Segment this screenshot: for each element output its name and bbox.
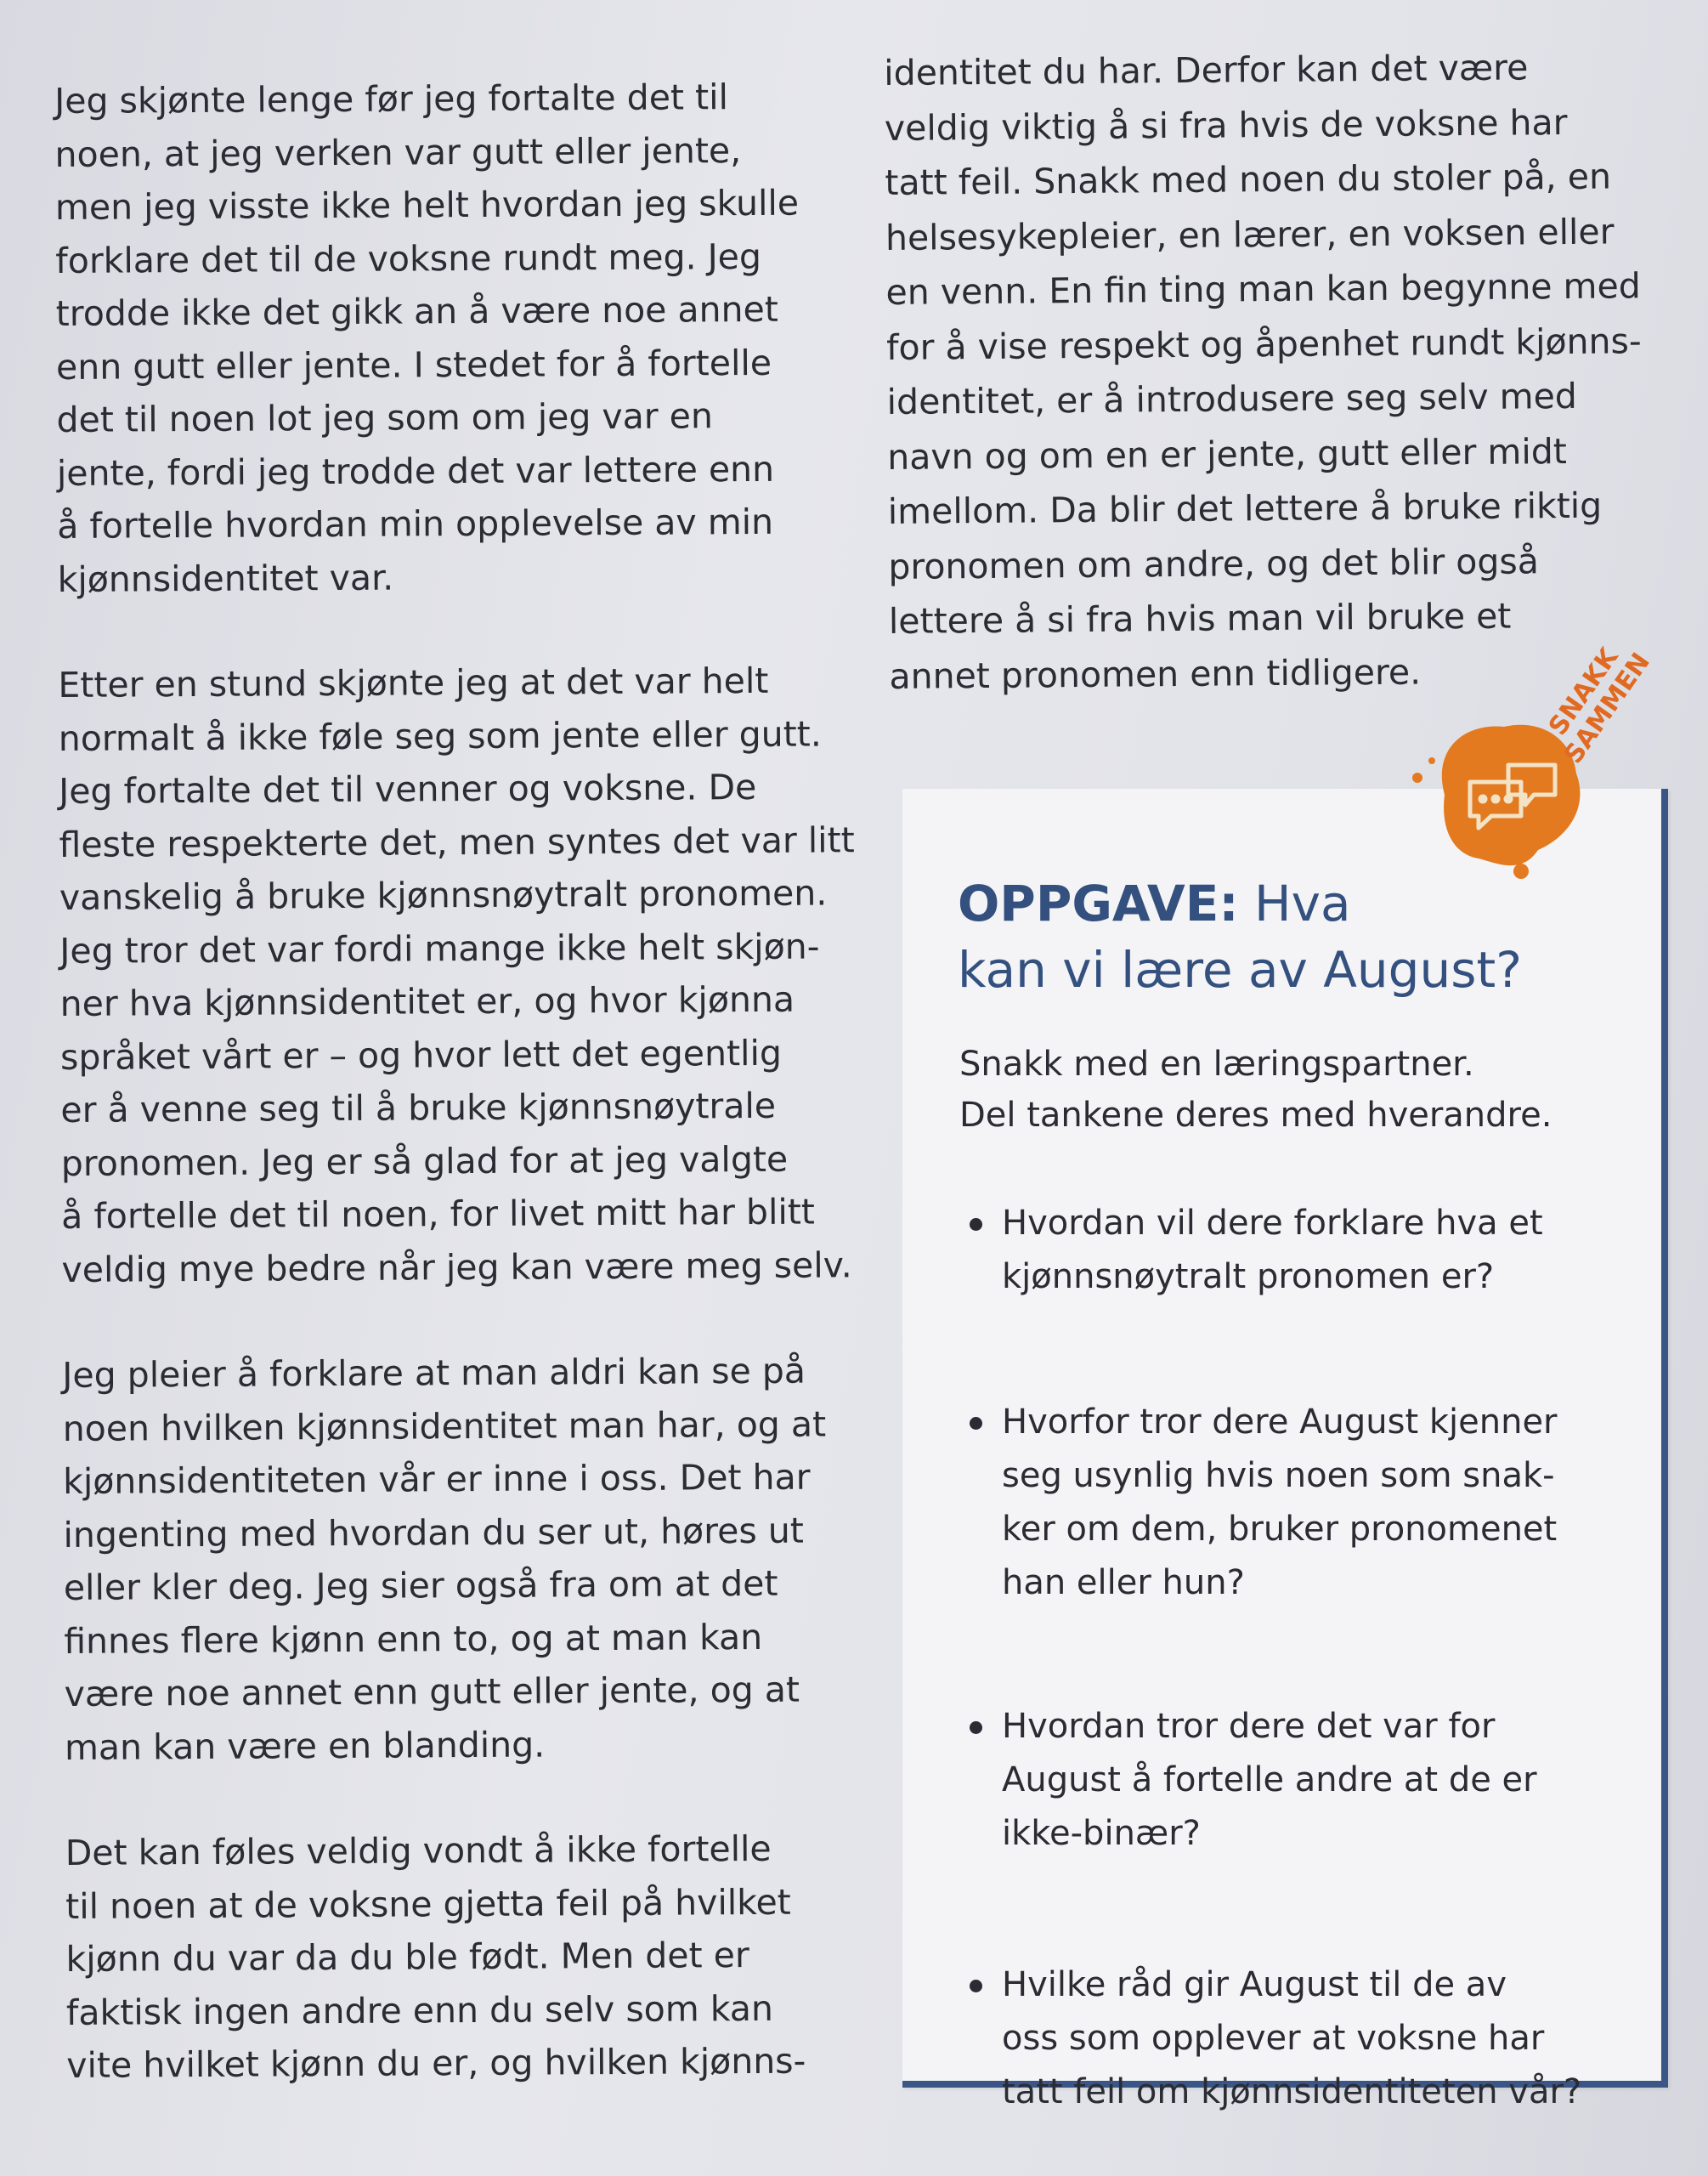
question-text: Hvordan vil dere forklare hva et kjønnsnøytralt pronomen er? xyxy=(1002,1204,1543,1296)
task-title-question: Hva kan vi lære av August? xyxy=(958,875,1522,999)
question-text: Hvordan tror dere det var for August å fortelle andre at de er ikke-binær? xyxy=(1002,1707,1537,1853)
question-list xyxy=(959,1197,1639,2119)
question-text: Hvorfor tror dere August kjenner seg usynlig hvis noen som snak- ker om dem, bruker pronomenet han eller hun? xyxy=(1002,1402,1558,1602)
question-text: Hvilke råd gir August til de av oss som opplever at voksne har tatt feil om kjønnsidentiteten vår? xyxy=(1002,1965,1582,2111)
task-intro: Snakk med en læringspartner. Del tankene deres med hverandre. xyxy=(959,1045,1552,1135)
question-item xyxy=(959,1958,1639,2119)
paragraph-5: identitet du har. Derfor kan det være veldig viktig å si fra hvis de voksne har tatt feil. Snakk med noen du stoler på, en helsesykepleier, en lærer, en voksen eller en venn. En fin ting man kan begynne med for å vise respekt og åpenhet rundt kjønns- identitet, er å introdusere seg selv med navn og om en er jente, gutt eller midt imellom. Da blir det lettere å bruke riktig pronomen om andre, og det blir også lettere å si fra hvis man vil bruke et annet pronomen enn tidligere. xyxy=(884,47,1642,697)
bullet-icon xyxy=(970,1980,982,1992)
paragraph-3: Jeg pleier å forklare at man aldri kan se på noen hvilken kjønnsidentitet man har, og at kjønnsidentiteten vår er inne i oss. Det har ingenting med hvordan du ser ut, høres ut eller kler deg. Jeg sier også fra om at det finnes flere kjønn enn to, og at man kan være noe annet enn gutt eller jente, og at man kan være en blanding. xyxy=(62,1350,827,1768)
stamp-label: SNAKK SAMMEN xyxy=(1542,643,1656,770)
question-item xyxy=(959,1396,1639,1610)
bullet-icon xyxy=(970,1218,982,1231)
bullet-icon xyxy=(970,1417,982,1430)
question-item xyxy=(959,1700,1639,1861)
paragraph-4: Det kan føles veldig vondt å ikke fortelle til noen at de voksne gjetta feil på hvilket kjønn du var da du ble født. Men det er faktisk ingen andre enn du selv som kan vite hvilket kjønn du er, og hvilken kjønns- xyxy=(65,1828,806,2086)
bullet-icon xyxy=(970,1721,982,1734)
task-title-label: OPPGAVE: xyxy=(958,875,1239,932)
task-box xyxy=(902,789,1668,2111)
left-text-column xyxy=(54,70,883,2145)
question-item xyxy=(959,1197,1639,1304)
paragraph-1: Jeg skjønte lenge før jeg fortalte det til noen, at jeg verken var gutt eller jente, men jeg visste ikke helt hvordan jeg skulle forklare det til de voksne rundt meg. Jeg trodde ikke det gikk an å være noe annet enn gutt eller jente. I stedet for å fortelle det til noen lot jeg som om jeg var en jente, fordi jeg trodde det var lettere enn å fortelle hvordan min opplevelse av min kjønnsidentitet var. xyxy=(54,76,800,600)
paragraph-2: Etter en stund skjønte jeg at det var helt normalt å ikke føle seg som jente eller gutt. Jeg fortalte det til venner og voksne. De fleste respekterte det, men syntes det var litt vanskelig å bruke kjønnsnøytralt pronomen. Jeg tror det var fordi mange ikke helt skjøn- ner hva kjønnsidentitet er, og hvor kjønna språket vårt er – og hvor lett det egentlig er å venne seg til å bruke kjønnsnøytrale pronomen. Jeg er så glad for at jeg valgte å fortelle det til noen, for livet mitt har blitt veldig mye bedre når jeg kan være meg selv. xyxy=(58,660,855,1290)
